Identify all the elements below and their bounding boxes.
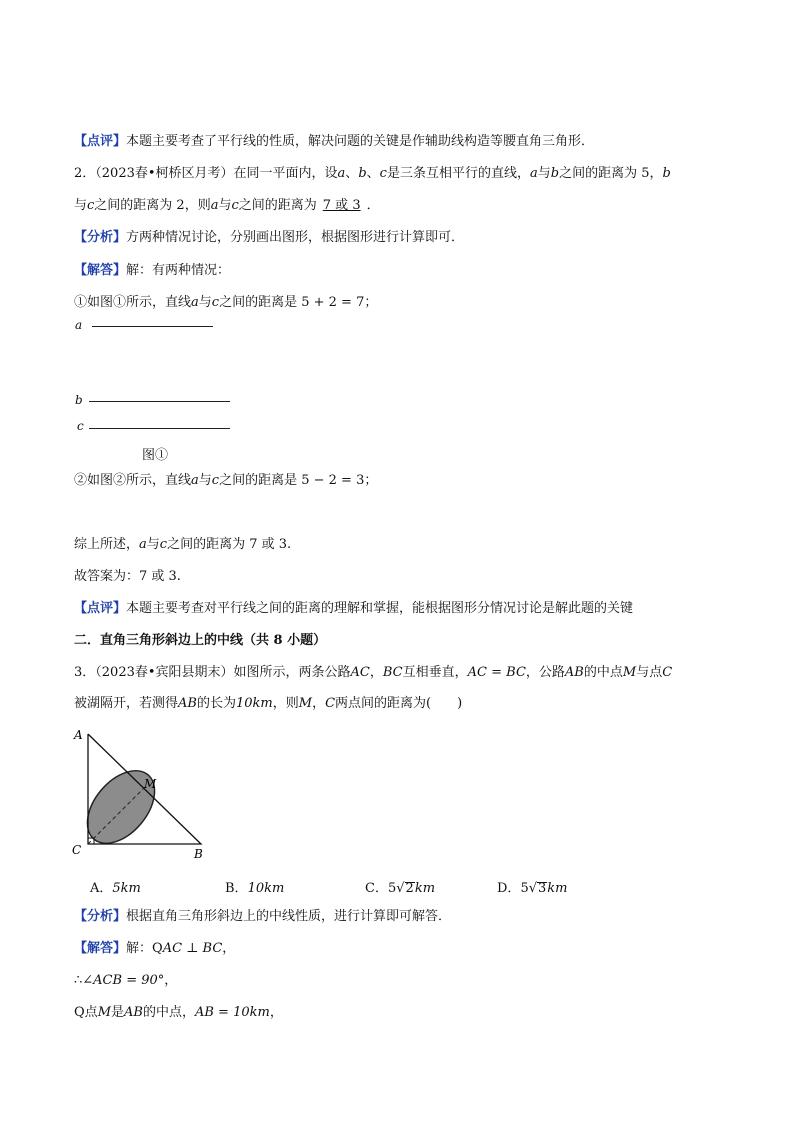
- choice-value: 10km: [247, 881, 285, 896]
- label-m: M: [144, 777, 157, 791]
- choice-radicand: 2: [405, 881, 414, 896]
- q3-text: ，公路: [525, 665, 565, 680]
- q3-solution-step2: [74, 972, 177, 990]
- var-c: c: [211, 295, 220, 310]
- q2-text: 与: [74, 198, 88, 213]
- analysis-text: 方两种情况讨论，分别画出图形，根据图形进行计算即可．: [126, 230, 465, 245]
- choice-b: [225, 877, 284, 896]
- q3-var: M: [298, 696, 313, 711]
- analysis-tag: 【分析】: [74, 230, 127, 245]
- q3-text: 的长为: [196, 696, 236, 711]
- q3-triangle-figure: [70, 724, 220, 864]
- var-c: c: [379, 166, 387, 181]
- case-text: ①如图①所示，直线: [74, 295, 192, 310]
- step-text: ，: [164, 973, 178, 988]
- case-text: 与: [198, 473, 212, 488]
- solution-tag: 【解答】: [74, 263, 127, 278]
- choice-a: [90, 877, 141, 896]
- q2-comment: [74, 600, 633, 618]
- q3-stem-line2: [74, 695, 462, 713]
- because-symbol: Q: [152, 941, 163, 956]
- step-text: ，: [269, 1005, 283, 1020]
- step-text: 点: [84, 1005, 98, 1020]
- choice-letter: B．: [225, 881, 248, 896]
- q2-analysis: [74, 229, 464, 247]
- label-b: B: [194, 847, 203, 861]
- var-c: c: [87, 198, 95, 213]
- summary-text: 与: [146, 537, 160, 552]
- q2-summary: [74, 536, 291, 554]
- q3-var: C: [325, 696, 336, 711]
- case-text: 之间的距离是 5 + 2 = 7；: [219, 295, 378, 310]
- sep: 、: [366, 166, 380, 181]
- case-text: 与: [198, 295, 212, 310]
- choice-radicand: 3: [538, 881, 547, 896]
- q3-text: 两点间的距离为( ): [335, 696, 463, 711]
- q3-solution-step1: [74, 940, 235, 958]
- q1-comment: [74, 133, 594, 151]
- sep: 、: [345, 166, 359, 181]
- choice-coef: 5: [520, 881, 529, 896]
- q2-stem-line1: [74, 165, 671, 183]
- q2-answer-line: 故答案为：7 或 3.: [74, 569, 181, 584]
- label-a: A: [74, 728, 83, 742]
- q3-text: 被湖隔开，若测得: [74, 696, 179, 711]
- answer-blank: 7 或 3: [322, 198, 361, 213]
- label-c: C: [72, 843, 82, 857]
- fig1-label-c: c: [77, 419, 84, 433]
- step-text: ，: [222, 941, 236, 956]
- q3-var: C: [662, 665, 673, 680]
- q2-case1: [74, 294, 377, 312]
- q3-var: BC: [382, 665, 403, 680]
- q3-solution-step3: [74, 1004, 283, 1022]
- q3-var: AC: [350, 665, 370, 680]
- analysis-tag: 【分析】: [74, 909, 127, 924]
- q2-text: ．: [366, 198, 380, 213]
- q3-text: ，: [312, 696, 326, 711]
- choice-unit: km: [547, 881, 568, 896]
- fig1-label-a: a: [75, 318, 83, 332]
- fig1-label-b: b: [75, 393, 83, 407]
- fig1-caption: 图①: [142, 448, 169, 463]
- fig1-line-c: [89, 428, 230, 429]
- choice-d: [497, 877, 568, 896]
- q3-text: ，则: [272, 696, 299, 711]
- var-a: a: [191, 295, 199, 310]
- choice-letter: A．: [90, 881, 113, 896]
- var-a: a: [529, 166, 538, 181]
- q3-stem-line1: [74, 664, 672, 682]
- q3-text: ，: [369, 665, 383, 680]
- choice-coef: 5: [387, 881, 397, 896]
- solution-tag: 【解答】: [74, 941, 127, 956]
- step-expr: ∠ACB = 90°: [82, 973, 165, 988]
- var-c: c: [231, 198, 239, 213]
- because-symbol: Q: [74, 1005, 85, 1020]
- sqrt-symbol: √: [396, 881, 405, 896]
- step-text: 的中点，: [142, 1005, 195, 1020]
- step-var: M: [97, 1005, 111, 1020]
- var-c: c: [211, 473, 220, 488]
- q3-text: 3．（2023春•宾阳县期末）如图所示，两条公路: [74, 665, 351, 680]
- step-text: 是: [111, 1005, 125, 1020]
- q3-text: 与点: [636, 665, 663, 680]
- therefore-symbol: ∴: [74, 973, 83, 988]
- comment-text: 本题主要考查了平行线的性质，解决问题的关键是作辅助线构造等腰直角三角形．: [126, 134, 595, 149]
- var-b: b: [358, 166, 367, 181]
- q3-var: AC = BC: [467, 665, 526, 680]
- var-b: b: [662, 166, 671, 181]
- var-c: c: [159, 537, 168, 552]
- fig1-line-a: [92, 326, 213, 327]
- case-text: ②如图②所示，直线: [74, 473, 192, 488]
- var-a: a: [191, 473, 199, 488]
- q3-var: AB: [178, 696, 197, 711]
- sqrt-symbol: √: [528, 881, 538, 896]
- case-text: 之间的距离是 5 − 2 = 3；: [219, 473, 378, 488]
- var-a: a: [337, 166, 346, 181]
- var-a: a: [139, 537, 147, 552]
- q2-solution: [74, 262, 230, 280]
- q2-text: 与: [218, 198, 232, 213]
- summary-text: 之间的距离为 7 或 3.: [167, 537, 292, 552]
- comment-tag: 【点评】: [74, 134, 127, 149]
- choice-letter: D．: [497, 881, 521, 896]
- comment-text: 本题主要考查对平行线之间的距离的理解和掌握，能根据图形分情况讨论是解此题的关键: [126, 601, 634, 616]
- q2-stem-line2: [74, 197, 380, 215]
- q2-text: 之间的距离为: [238, 198, 317, 213]
- section-title: 二．直角三角形斜边上的中线（共 8 小题）: [74, 633, 327, 648]
- q3-text: 的中点: [583, 665, 623, 680]
- q3-text: 互相垂直，: [402, 665, 468, 680]
- q3-var: 10km: [235, 696, 273, 711]
- choice-value: 5km: [112, 881, 141, 896]
- step-var: AB: [124, 1005, 143, 1020]
- q2-case2: [74, 472, 377, 490]
- q2-text: 是三条互相平行的直线，: [386, 166, 530, 181]
- choice-c: [365, 877, 435, 896]
- analysis-text: 根据直角三角形斜边上的中线性质，进行计算即可解答．: [126, 909, 452, 924]
- choice-letter: C．: [365, 881, 388, 896]
- q3-analysis: [74, 908, 451, 926]
- q2-stem-text: 2．（2023春•柯桥区月考）在同一平面内，设: [74, 166, 338, 181]
- fig1-line-b: [89, 401, 230, 402]
- q2-text: 之间的距离为 2，则: [94, 198, 211, 213]
- comment-tag: 【点评】: [74, 601, 127, 616]
- solution-text: 解：有两种情况：: [126, 263, 231, 278]
- q3-var: M: [622, 665, 637, 680]
- var-a: a: [210, 198, 219, 213]
- summary-text: 综上所述，: [74, 537, 140, 552]
- choice-unit: km: [414, 881, 436, 896]
- step-expr: AB = 10km: [194, 1005, 270, 1020]
- q2-text: 之间的距离为 5，: [559, 166, 663, 181]
- q3-var: AB: [564, 665, 584, 680]
- step-text: 解：: [126, 941, 153, 956]
- var-b: b: [550, 166, 560, 181]
- step-expr: AC ⊥ BC: [162, 941, 223, 956]
- q2-text: 与: [537, 166, 551, 181]
